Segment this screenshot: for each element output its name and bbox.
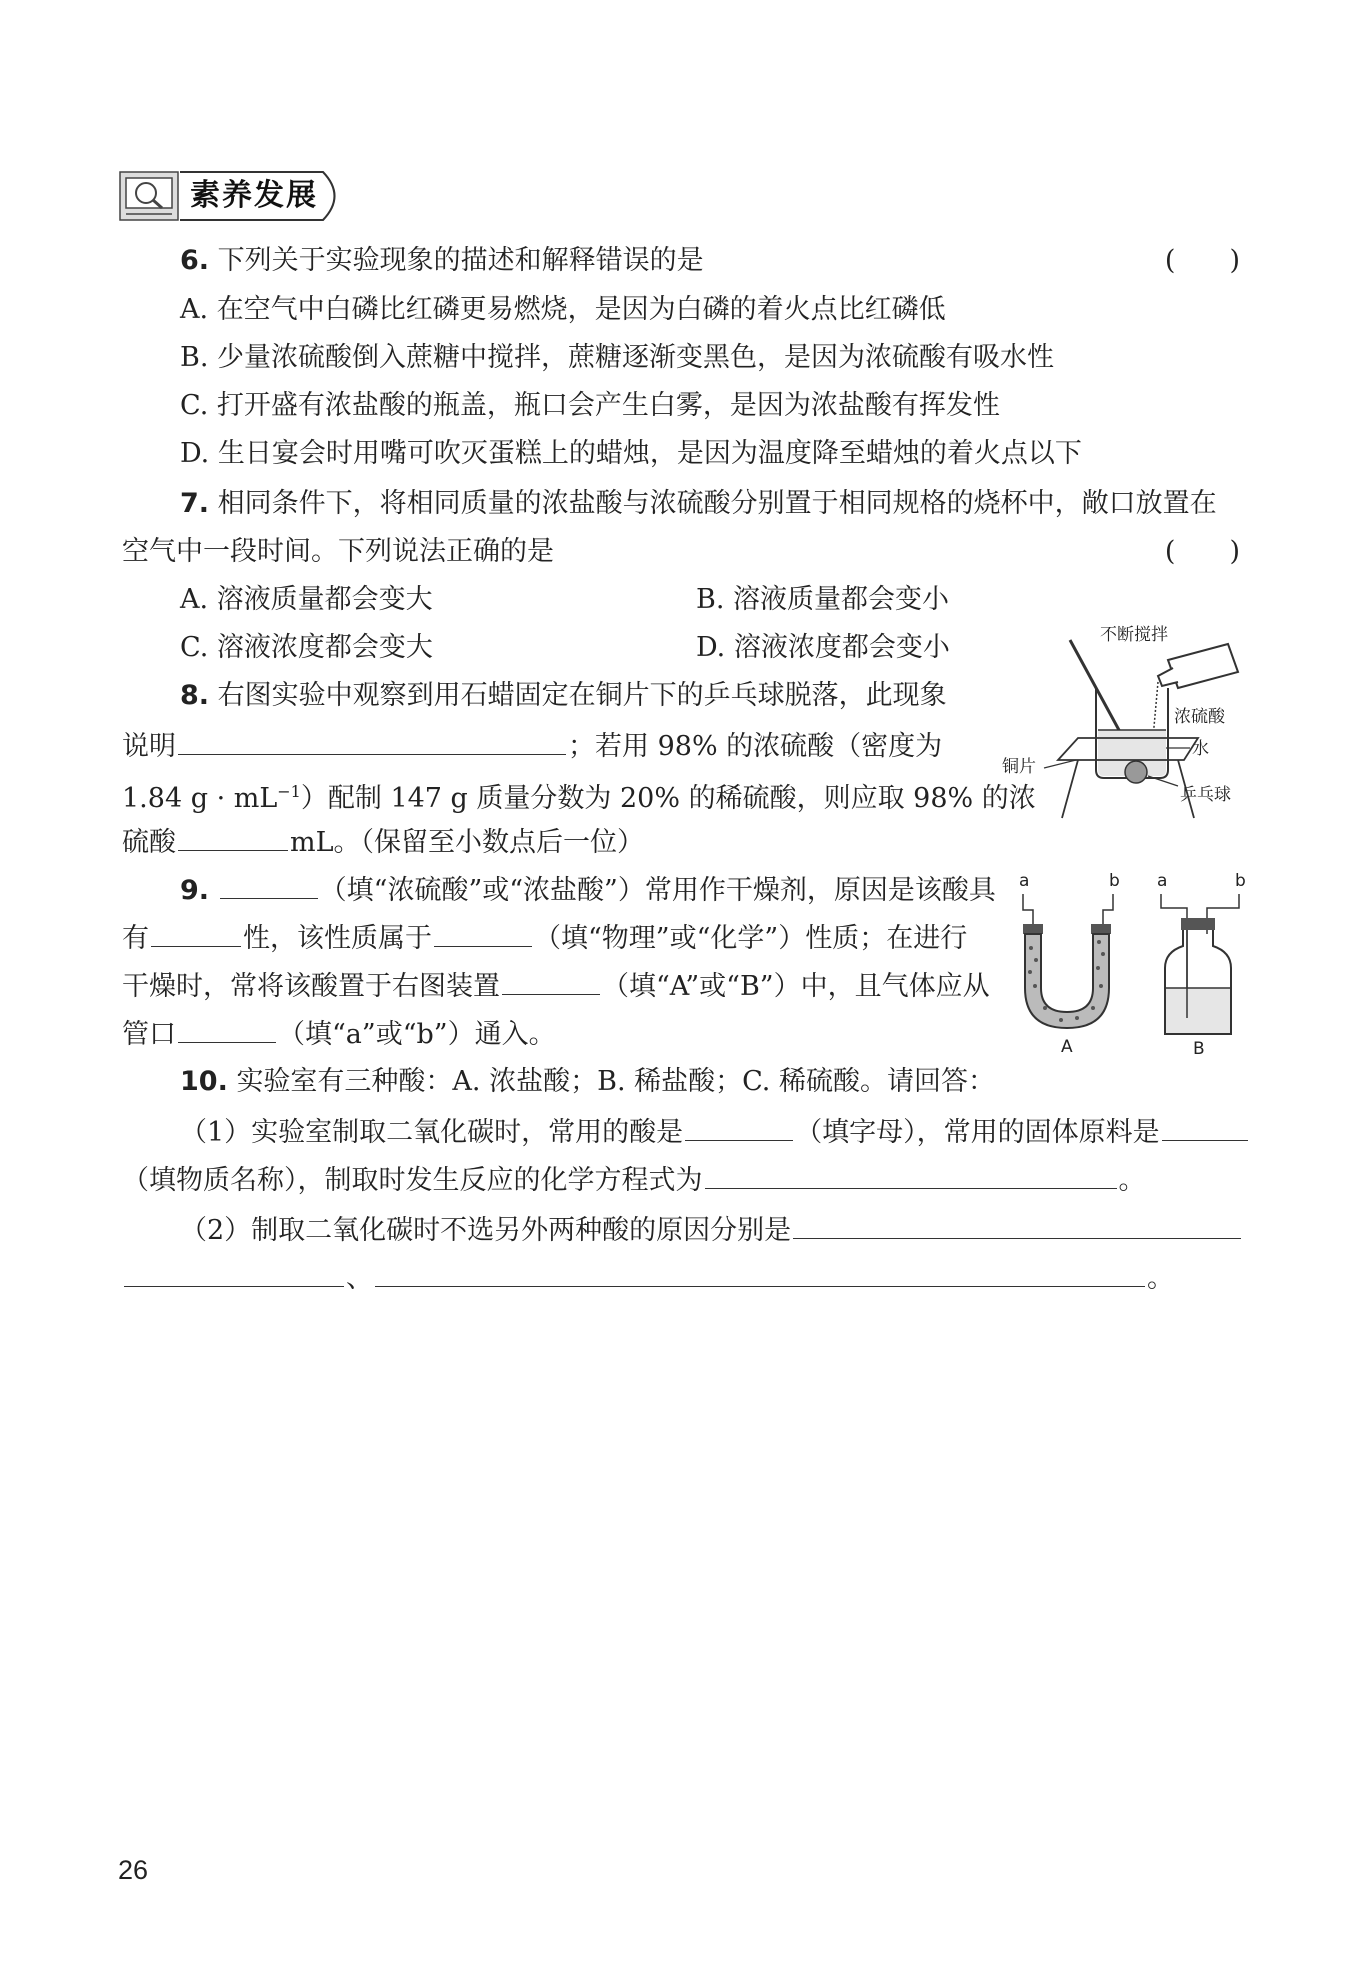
q9-blank-acid[interactable] <box>220 870 318 899</box>
svg-text:b: b <box>1109 871 1120 891</box>
q9-line4: 管口 （填“a”或“b”）通入。 <box>122 1014 556 1053</box>
q10-number: 10. <box>180 1066 228 1097</box>
q8-line1-text: 右图实验中观察到用石蜡固定在铜片下的乒乓球脱落，此现象 <box>217 680 947 711</box>
label-water: 水 <box>1192 739 1209 759</box>
q8-line2: 说明 ；若用 98% 的浓硫酸（密度为 <box>122 726 942 765</box>
q7-number: 7. <box>180 488 210 519</box>
q8-figure <box>998 620 1258 830</box>
label-ball: 乒乓球 <box>1180 785 1231 805</box>
q8-blank-volume[interactable] <box>178 822 288 851</box>
pingpong-ball-icon <box>1125 761 1147 783</box>
q10-blank-reason1[interactable] <box>793 1210 1241 1239</box>
q10-part1-line1: （1）实验室制取二氧化碳时，常用的酸是 （填字母），常用的固体原料是 <box>180 1112 1250 1151</box>
q7-option-a: A. 溶液质量都会变大 <box>180 584 433 615</box>
q6-answer-paren[interactable]: ( ) <box>1164 245 1240 276</box>
q6-stem <box>180 243 704 279</box>
q9-blank-type[interactable] <box>434 918 532 947</box>
q10-stem-text: 实验室有三种酸：A. 浓盐酸；B. 稀盐酸；C. 稀硫酸。请回答： <box>236 1066 995 1097</box>
svg-text:b: b <box>1235 871 1246 891</box>
q9-blank-inlet[interactable] <box>178 1014 276 1043</box>
label-stir: 不断搅拌 <box>1100 625 1168 645</box>
q10-blank-acid[interactable] <box>685 1112 793 1141</box>
q6-option-b: B. 少量浓硫酸倒入蔗糖中搅拌，蔗糖逐渐变黑色，是因为浓硫酸有吸水性 <box>180 342 1055 373</box>
svg-text:a: a <box>1157 871 1168 891</box>
q10-blank-solid[interactable] <box>1162 1112 1248 1141</box>
q10-part2-line1: （2）制取二氧化碳时不选另外两种酸的原因分别是 <box>180 1210 1243 1249</box>
label-acid: 浓硫酸 <box>1174 707 1225 727</box>
page-number: 26 <box>118 1855 149 1885</box>
q7-option-d: D. 溶液浓度都会变小 <box>696 632 950 663</box>
q7-option-b: B. 溶液质量都会变小 <box>696 584 950 615</box>
q8-line4: 硫酸 mL。（保留至小数点后一位） <box>122 822 644 861</box>
q8-line1 <box>180 678 947 714</box>
q10-stem <box>180 1064 995 1100</box>
q6-stem-text: 下列关于实验现象的描述和解释错误的是 <box>217 245 704 276</box>
q8-blank-explanation[interactable] <box>178 726 566 755</box>
section-header <box>118 168 348 224</box>
q7-option-c: C. 溶液浓度都会变大 <box>180 632 433 663</box>
q10-part2-line2: 、 。 <box>122 1258 1174 1297</box>
q10-blank-equation[interactable] <box>705 1160 1117 1189</box>
q9-blank-device[interactable] <box>502 966 600 995</box>
q9-line1: 9. （填“浓硫酸”或“浓盐酸”）常用作干燥剂，原因是该酸具 <box>180 870 996 909</box>
q9-line2: 有 性，该性质属于 （填“物理”或“化学”）性质；在进行 <box>122 918 967 957</box>
q7-stem-line2: 空气中一段时间。下列说法正确的是 <box>122 536 554 567</box>
q6-option-a: A. 在空气中白磷比红磷更易燃烧，是因为白磷的着火点比红磷低 <box>180 294 946 325</box>
q7-answer-paren[interactable]: ( ) <box>1164 536 1240 567</box>
gas-bottle-icon <box>1157 871 1246 1058</box>
q6-option-c: C. 打开盛有浓盐酸的瓶盖，瓶口会产生白雾，是因为浓盐酸有挥发性 <box>180 390 1000 421</box>
q9-figure <box>1005 868 1255 1058</box>
q9-number: 9. <box>180 875 210 906</box>
q6-option-d: D. 生日宴会时用嘴可吹灭蛋糕上的蜡烛，是因为温度降至蜡烛的着火点以下 <box>180 438 1082 469</box>
section-title: 素养发展 <box>190 178 318 213</box>
q6-number: 6. <box>180 245 210 276</box>
svg-text:a: a <box>1019 871 1030 891</box>
u-tube-icon <box>1019 871 1120 1057</box>
label-device-b: B <box>1193 1039 1205 1058</box>
label-device-a: A <box>1061 1037 1073 1057</box>
q10-blank-reason2[interactable] <box>124 1258 344 1287</box>
q9-line3: 干燥时，常将该酸置于右图装置 （填“A”或“B”）中，且气体应从 <box>122 966 990 1005</box>
q8-number: 8. <box>180 680 210 711</box>
q10-blank-reason3[interactable] <box>375 1258 1145 1287</box>
q7-stem-line1 <box>180 486 1217 522</box>
label-copper: 铜片 <box>1002 757 1036 777</box>
q7-stem-text: 相同条件下，将相同质量的浓盐酸与浓硫酸分别置于相同规格的烧杯中，敞口放置在 <box>217 488 1217 519</box>
q8-line3: 1.84 $g \cdot mL^{-1}$）配制 147 g 质量分数为 20% 的稀硫酸，则应取 98% 的浓 <box>122 782 1036 814</box>
q10-part1-line2: （填物质名称），制取时发生反应的化学方程式为 。 <box>122 1160 1146 1199</box>
q9-blank-property[interactable] <box>151 918 241 947</box>
